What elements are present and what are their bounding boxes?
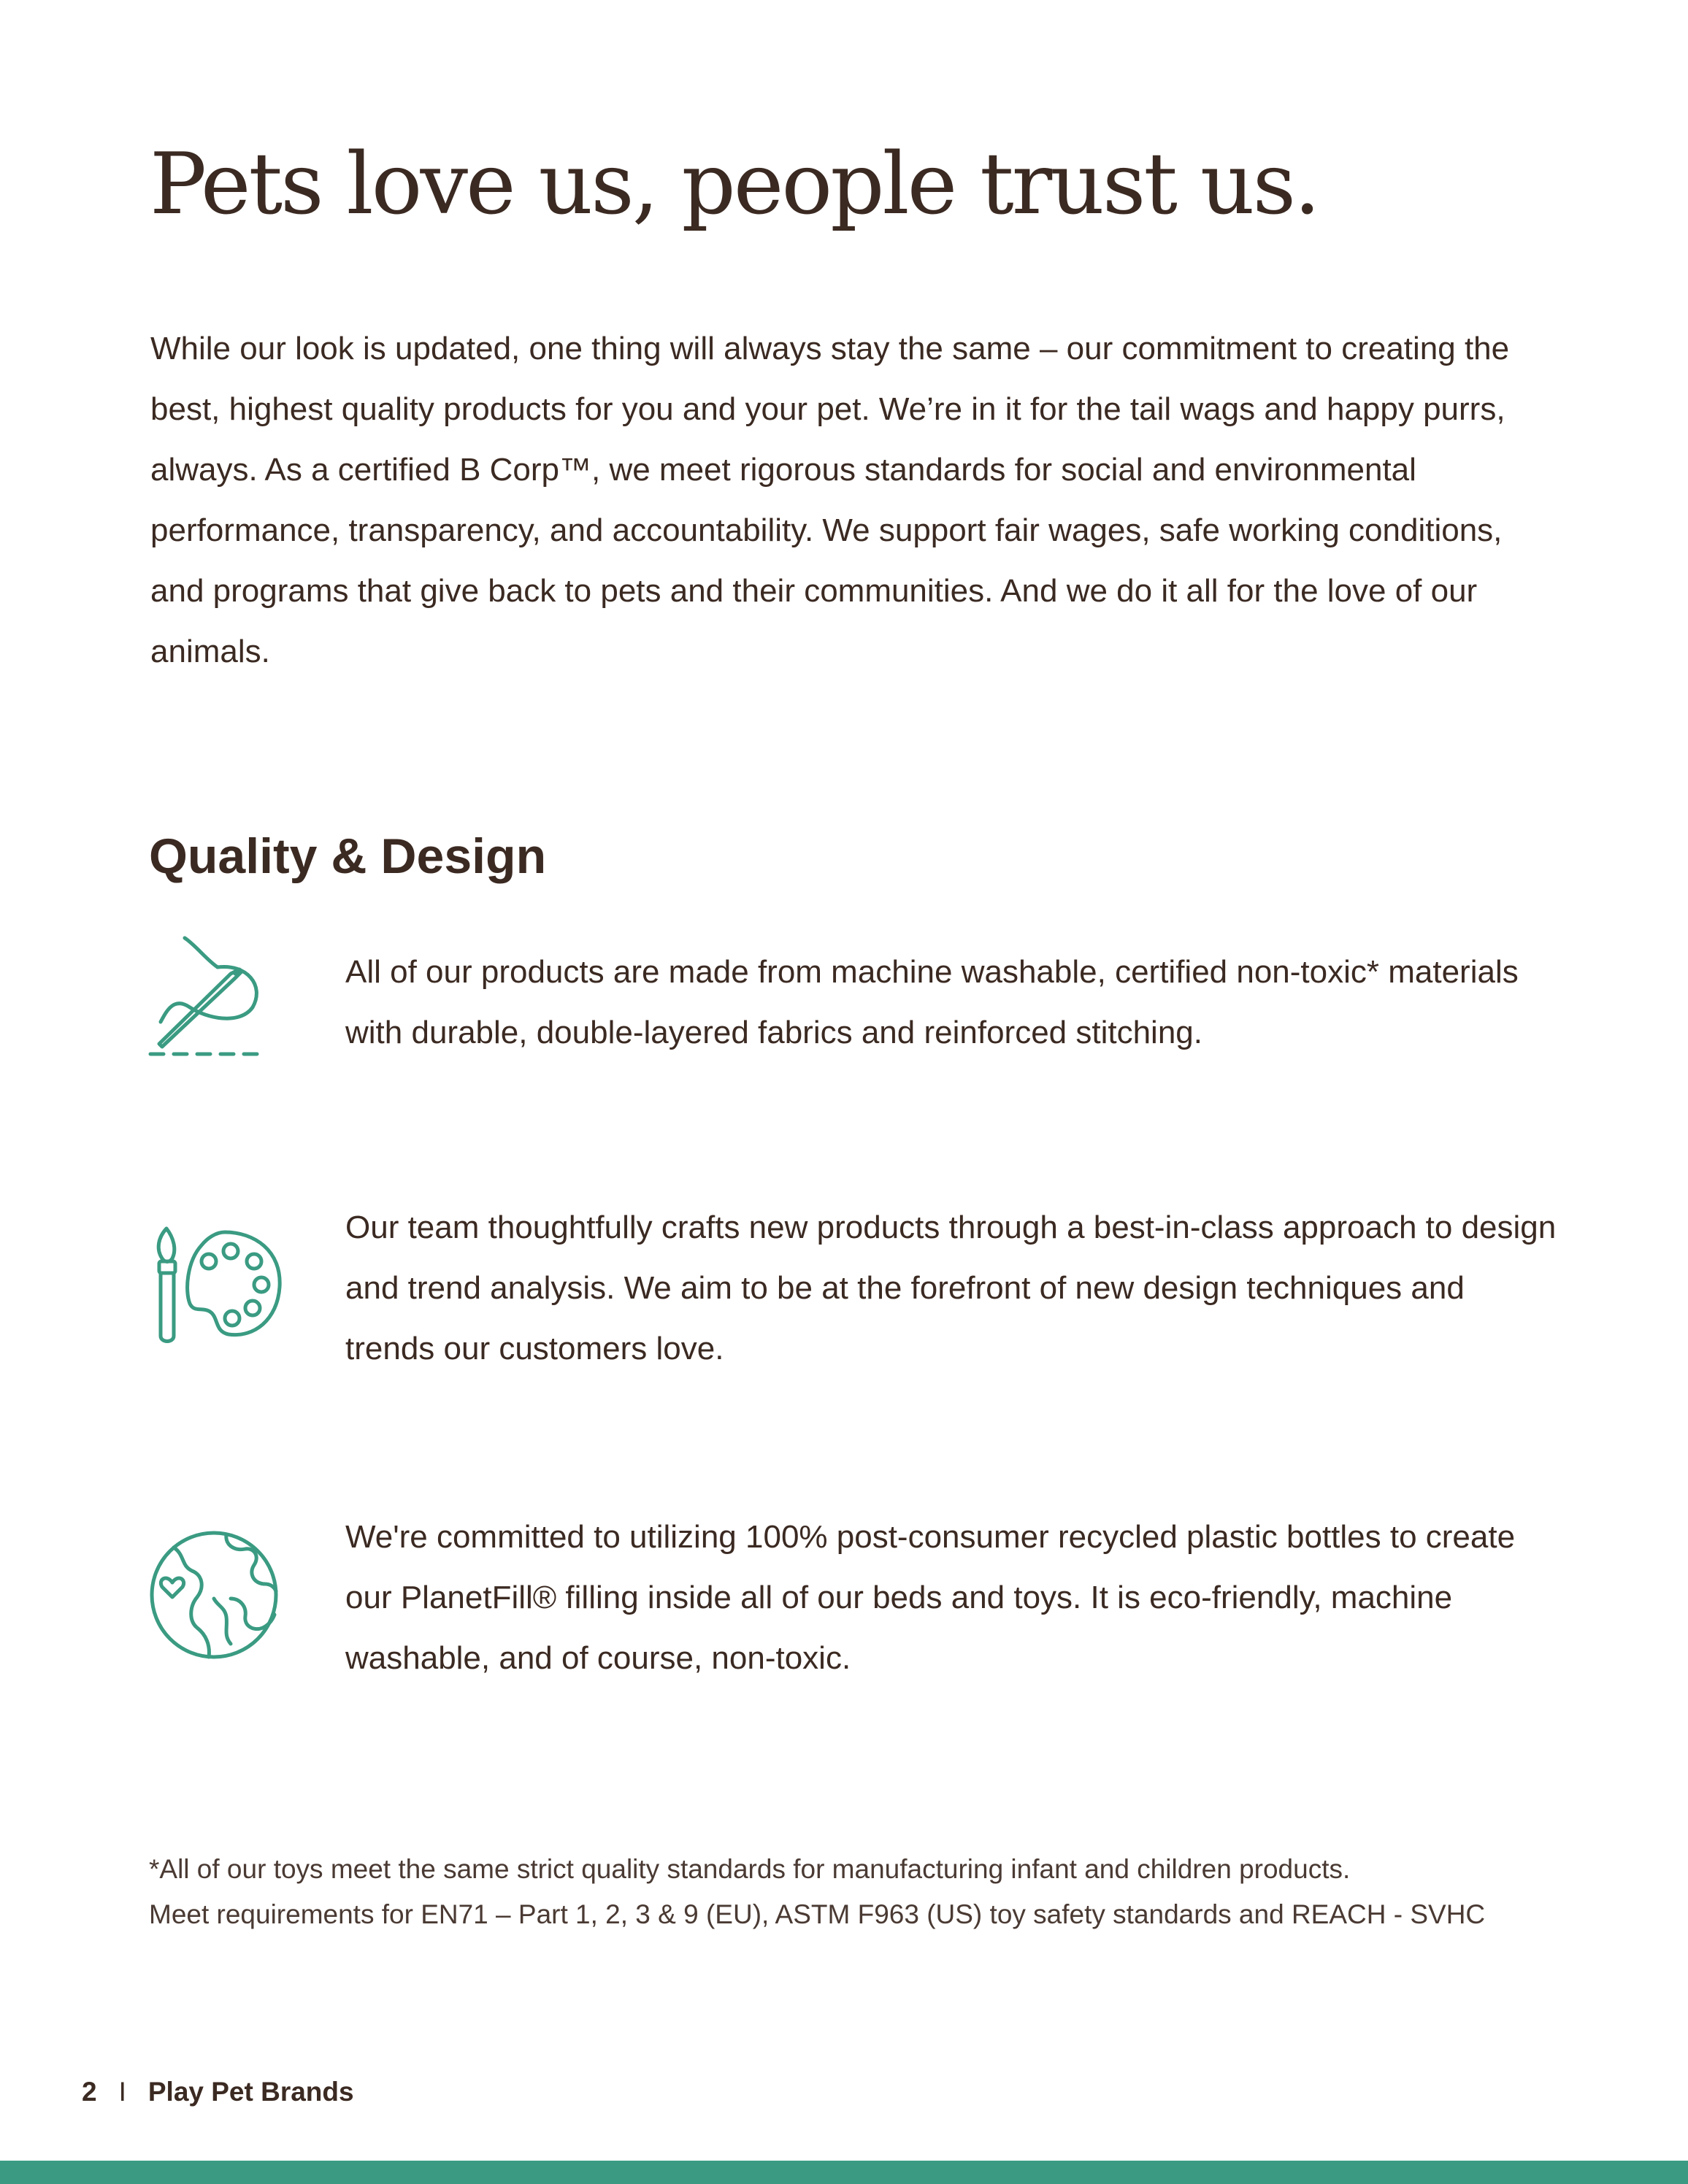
section-heading: Quality & Design: [149, 828, 547, 884]
globe-heart-icon: [145, 1526, 291, 1672]
footer-separator: I: [118, 2077, 126, 2107]
needle-thread-icon: [145, 927, 291, 1073]
page-number: 2: [82, 2077, 97, 2107]
footnote: [149, 1847, 1646, 1937]
footer-brand: Play Pet Brands: [147, 2077, 354, 2107]
footnote-line-1: *All of our toys meet the same strict quality standards for manufacturing infant and children products.: [149, 1854, 1351, 1884]
footnote-line-2: Meet requirements for EN71 – Part 1, 2, 3 & 9 (EU), ASTM F963 (US) toy safety standards and REACH - SVHC: [149, 1899, 1486, 1929]
page-title: Pets love us, people trust us.: [150, 135, 1319, 234]
feature-text-design: Our team thoughtfully crafts new products through a best-in-class approach to design and trend analysis. We aim to be at the forefront of new design techniques and trends our customers love.: [345, 1210, 1557, 1366]
paintbrush-palette-icon: [145, 1218, 291, 1364]
intro-paragraph: While our look is updated, one thing will always stay the same – our commitment to creating the best, highest quality products for you and your pet. We’re in it for the tail wags and happy purrs, always. As a certified B Corp™, we meet rigorous standards for social and environmental performance, transparency, and accountability. We support fair wages, safe working conditions, and programs that give back to pets and their communities. And we do it all for the love of our animals.: [150, 331, 1510, 669]
bottom-accent-bar: [0, 2161, 1688, 2184]
feature-text-planetfill: We're committed to utilizing 100% post-consumer recycled plastic bottles to create our PlanetFill® filling inside all of our beds and toys. It is eco-friendly, machine washable, and of course, non-toxic.: [345, 1519, 1516, 1676]
feature-text-materials: All of our products are made from machine washable, certified non-toxic* materials with durable, double-layered fabrics and reinforced stitching.: [345, 954, 1519, 1050]
page-footer: [82, 2075, 354, 2110]
